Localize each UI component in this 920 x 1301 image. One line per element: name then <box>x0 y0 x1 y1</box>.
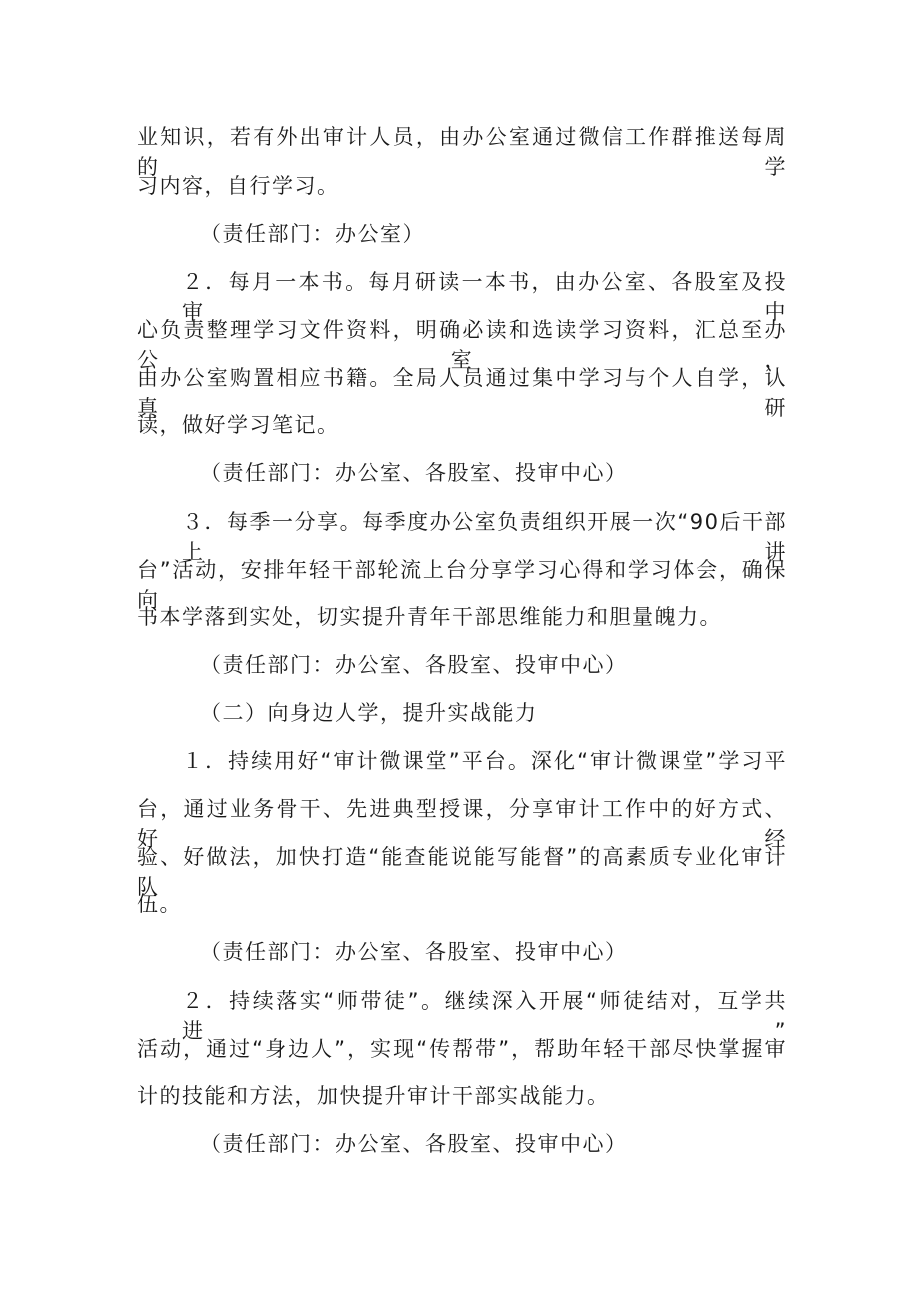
section-2-item-2-line-2: 活动，通过“身边人”，实现“传帮带”，帮助年轻干部尽快掌握审 <box>137 1037 787 1061</box>
item-2-line-3: 由办公室购置相应书籍。全局人员通过集中学习与个人自学，认真研 <box>137 366 787 420</box>
item-2-line-2: 心负责整理学习文件资料，明确必读和选读学习资料，汇总至办公室， <box>137 318 787 372</box>
item-2-line-4: 读，做好学习笔记。 <box>137 413 340 437</box>
section-heading-2: （二）向身边人学，提升实战能力 <box>200 701 538 725</box>
section-2-item-1-line-1: １．持续用好“审计微课堂”平台。深化“审计微课堂”学习平 <box>182 749 787 773</box>
item-3-line-1: ３．每季一分享。每季度办公室负责组织开展一次“90后干部上讲 <box>182 510 787 564</box>
responsibility-note-2: （责任部门：办公室、各股室、投审中心） <box>200 461 628 485</box>
responsibility-note-5: （责任部门：办公室、各股室、投审中心） <box>200 1132 628 1156</box>
responsibility-note-1: （责任部门：办公室） <box>200 222 425 246</box>
item-3-line-2: 台”活动，安排年轻干部轮流上台分享学习心得和学习体会，确保向 <box>137 558 787 612</box>
paragraph-1-line-2: 习内容，自行学习。 <box>137 174 340 198</box>
paragraph-1-line-1: 业知识，若有外出审计人员，由办公室通过微信工作群推送每周的学 <box>137 125 787 179</box>
section-2-item-2-line-3: 计的技能和方法，加快提升审计干部实战能力。 <box>137 1084 610 1108</box>
section-2-item-2-line-1: ２．持续落实“师带徒”。继续深入开展“师徒结对，互学共进” <box>182 989 787 1043</box>
item-2-line-1: ２．每月一本书。每月研读一本书，由办公室、各股室及投审中 <box>182 270 787 324</box>
item-3-line-3: 书本学落到实处，切实提升青年干部思维能力和胆量魄力。 <box>137 605 722 629</box>
section-2-item-1-line-4: 伍。 <box>137 892 182 916</box>
section-2-item-1-line-2: 台，通过业务骨干、先进典型授课，分享审计工作中的好方式、好经 <box>137 797 787 851</box>
responsibility-note-3: （责任部门：办公室、各股室、投审中心） <box>200 653 628 677</box>
section-2-item-1-line-3: 验、好做法，加快打造“能查能说能写能督”的高素质专业化审计队 <box>137 845 787 899</box>
responsibility-note-4: （责任部门：办公室、各股室、投审中心） <box>200 940 628 964</box>
